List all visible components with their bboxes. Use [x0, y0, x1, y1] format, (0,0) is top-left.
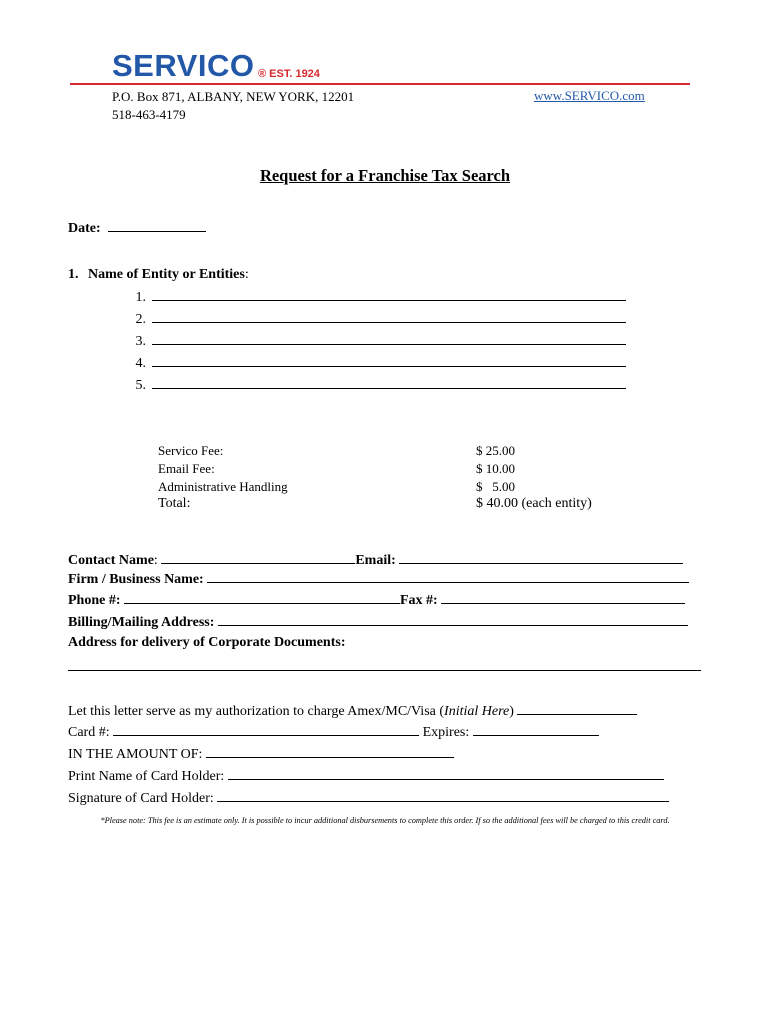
disclaimer-note: *Please note: This fee is an estimate only. It is possible to incur additional disbursements to complete this order. If so the additional fees will be charged to this credit card. [100, 816, 670, 825]
billing-row [68, 613, 688, 631]
email-label: Email: [355, 553, 396, 568]
header-rule [70, 83, 690, 85]
entities-colon: : [244, 267, 249, 282]
fee-label: Email Fee: [158, 461, 215, 476]
delivery-field[interactable] [68, 670, 701, 671]
entity-number: 4. [135, 356, 146, 371]
date-label: Date: [68, 221, 101, 236]
total-currency: $ [476, 496, 483, 511]
date-row [68, 219, 206, 237]
total-label: Total: [158, 496, 191, 511]
fee-currency: $ [476, 479, 483, 494]
phone-line: 518-463-4179 [112, 106, 186, 122]
entity-row [124, 310, 626, 328]
fee-amount [476, 461, 515, 477]
contact-name-field[interactable] [161, 551, 355, 564]
entity-field[interactable] [152, 354, 626, 367]
print-name-label: Print Name of Card Holder: [68, 769, 225, 784]
amount-field[interactable] [206, 745, 454, 758]
address-line: P.O. Box 871, ALBANY, NEW YORK, 12201 [112, 89, 355, 104]
delivery-label: Address for delivery of Corporate Documents: [68, 635, 346, 650]
fee-currency: $ [476, 443, 483, 458]
amount-row [68, 745, 454, 763]
signature-label: Signature of Card Holder: [68, 791, 214, 806]
signature-row [68, 789, 669, 807]
fee-currency: $ [476, 461, 483, 476]
entity-row [124, 376, 626, 394]
entities-number: 1. [68, 267, 79, 282]
contact-row [68, 551, 683, 569]
expires-field[interactable] [473, 723, 599, 736]
entity-field[interactable] [152, 310, 626, 323]
firm-row [68, 570, 689, 588]
print-name-row [68, 767, 664, 785]
entity-number: 1. [135, 290, 146, 305]
entities-heading [68, 267, 249, 283]
billing-label: Billing/Mailing Address: [68, 615, 215, 630]
firm-field[interactable] [207, 570, 689, 583]
date-field[interactable] [108, 219, 206, 232]
signature-field[interactable] [217, 789, 669, 802]
servico-logo: SERVICO [112, 48, 255, 83]
entity-number: 5. [135, 378, 146, 393]
initial-here-text: Initial Here [444, 704, 510, 719]
entity-row [124, 288, 626, 306]
entities-label: Name of Entity or Entities [88, 267, 245, 282]
entity-number: 3. [135, 334, 146, 349]
fee-value: 25.00 [485, 443, 515, 458]
contact-name-label: Contact Name [68, 553, 154, 568]
amount-label: IN THE AMOUNT OF: [68, 747, 203, 762]
phone-label: Phone #: [68, 593, 121, 608]
page-title: Request for a Franchise Tax Search [259, 166, 511, 185]
fee-amount [476, 443, 515, 459]
authorization-text: Let this letter serve as my authorization to charge Amex/MC/Visa ( [68, 704, 445, 719]
delivery-row [68, 635, 346, 651]
entity-field[interactable] [152, 288, 626, 301]
card-label: Card #: [68, 725, 110, 740]
fee-value: 5.00 [492, 479, 515, 494]
fee-label: Servico Fee: [158, 443, 224, 458]
logo-established: ® EST. 1924 [258, 68, 320, 80]
contact-name-colon: : [153, 553, 158, 568]
website-link[interactable]: www.SERVICO.com [534, 88, 645, 103]
authorization-close: ) [509, 704, 514, 719]
total-value: 40.00 (each entity) [486, 496, 592, 511]
fee-label: Administrative Handling [158, 479, 288, 494]
card-number-field[interactable] [113, 723, 419, 736]
billing-field[interactable] [218, 613, 688, 626]
initial-field[interactable] [517, 702, 637, 715]
firm-label: Firm / Business Name: [68, 572, 204, 587]
entity-row [124, 354, 626, 372]
entity-row [124, 332, 626, 350]
fee-value: 10.00 [485, 461, 515, 476]
print-name-field[interactable] [228, 767, 664, 780]
expires-label: Expires: [422, 725, 470, 740]
entity-number: 2. [135, 312, 146, 327]
email-field[interactable] [399, 551, 683, 564]
fax-field[interactable] [441, 591, 685, 604]
authorization-row [68, 702, 637, 720]
company-address [112, 88, 354, 123]
entity-field[interactable] [152, 332, 626, 345]
total-amount [476, 496, 592, 512]
fax-label: Fax #: [400, 593, 438, 608]
phone-field[interactable] [124, 591, 400, 604]
phone-fax-row [68, 591, 685, 609]
card-row [68, 723, 599, 741]
fee-amount [476, 479, 515, 495]
entity-field[interactable] [152, 376, 626, 389]
